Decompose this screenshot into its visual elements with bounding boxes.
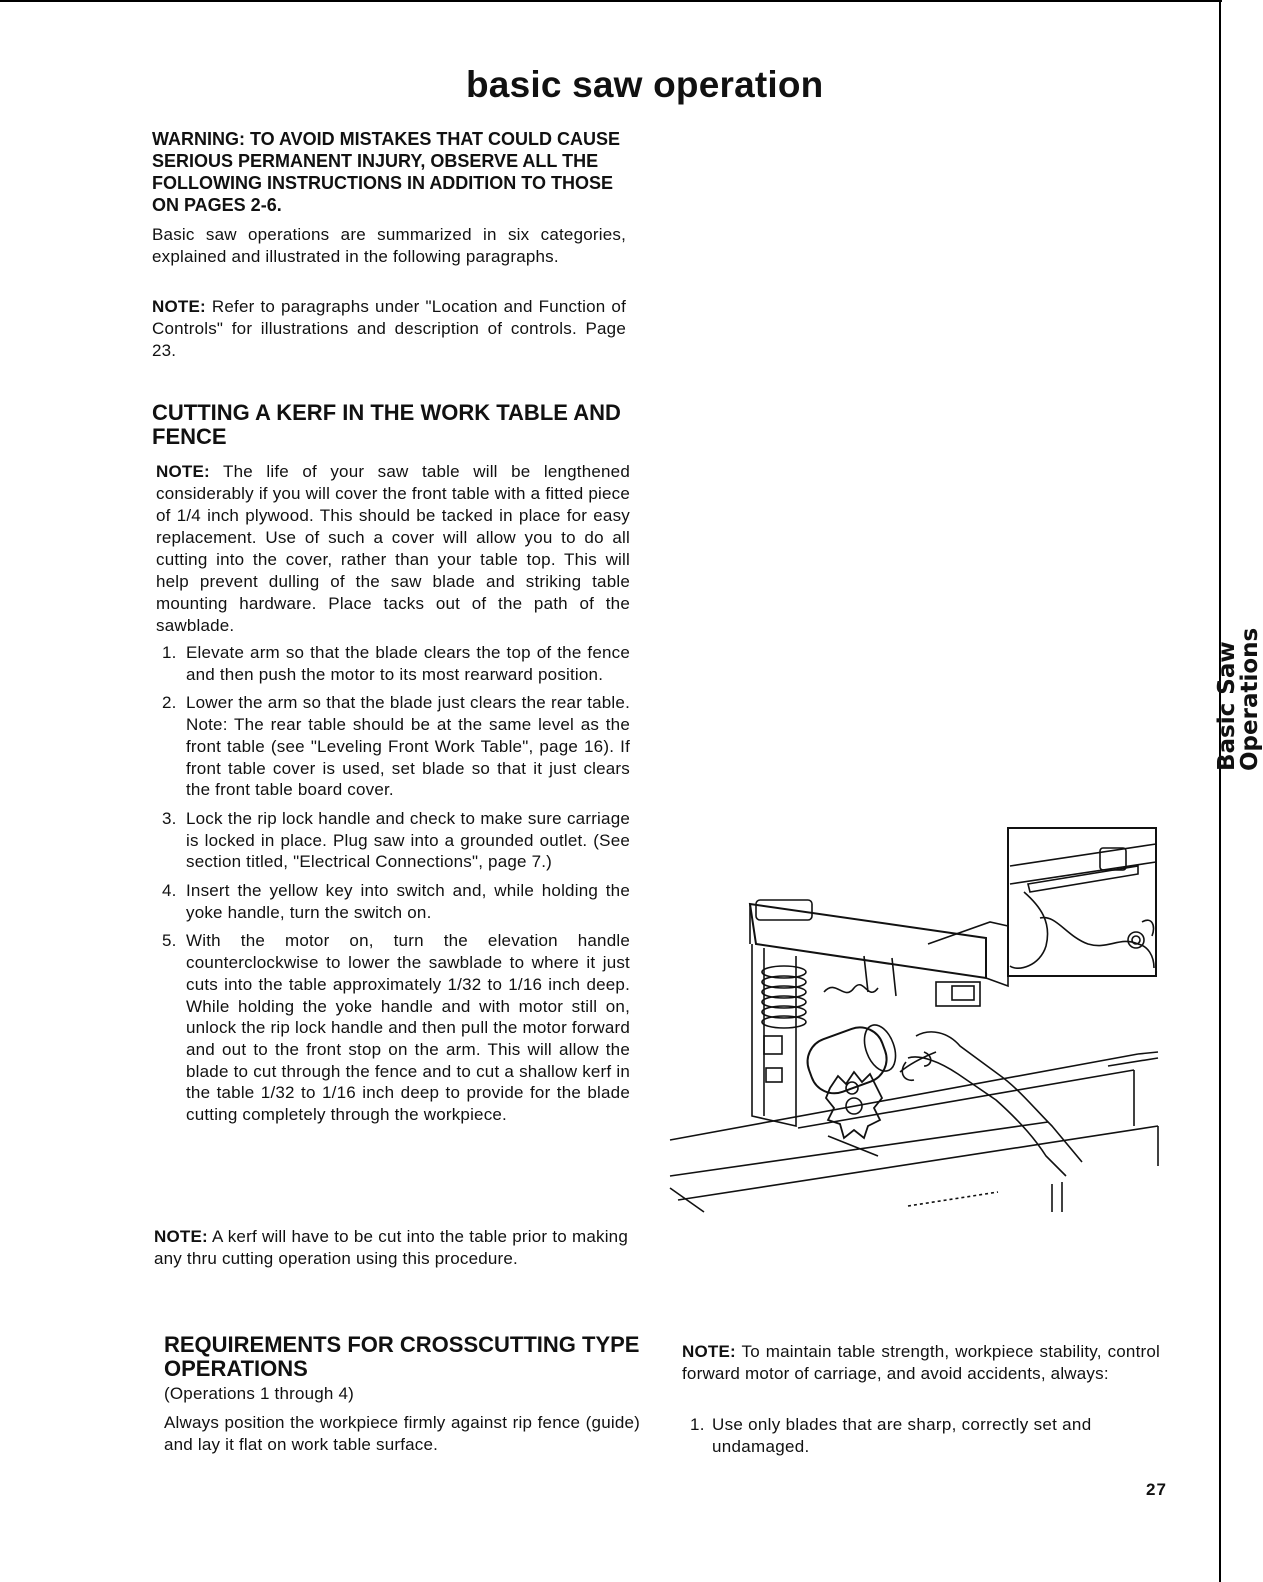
page-number: 27 [1146,1480,1167,1499]
intro-note [152,296,626,362]
list-item [160,880,630,923]
item-number: 1. [690,1415,705,1434]
kerf-note [156,461,630,637]
step-number: 5. [162,931,177,951]
list-item [160,692,630,801]
item-text: Use only blades that are sharp, correctly set and undamaged. [712,1415,1092,1456]
right-list [684,1414,1160,1457]
crosscut-section-heading: REQUIREMENTS FOR CROSSCUTTING TYPE OPERATIONS [164,1332,640,1381]
step-number: 2. [162,693,177,713]
inset-detail-box [1008,828,1156,976]
crosscut-text: Always position the workpiece firmly against rip fence (guide) and lay it flat on work table surface. [164,1413,640,1454]
step-number: 3. [162,808,177,828]
kerf-note-text: The life of your saw table will be lengthened considerably if you will cover the front table with a fitted piece of 1/4 inch plywood. This should be tacked in place for easy replacement. Use of such a cover will allow you to do all cutting into the cover, rather than your table top. This will help prevent dulling of the saw blade and striking table mounting hardware. Place tacks out of the path of the sawblade. [156,462,630,635]
step-number: 1. [162,643,177,662]
step-text: Insert the yellow key into switch and, while holding the yoke handle, turn the switch on. [186,881,630,922]
right-note-label: NOTE: [682,1342,736,1361]
step-text: Lower the arm so that the blade just clears the rear table. Note: The rear table should be at the same level as the front table (see "Leveling Front Work Table", page 16). If front table cover is used, set blade so that it just clears the front table board cover. [186,693,630,800]
kerf-note-label: NOTE: [156,462,210,481]
work-table [670,1052,1158,1212]
right-border-line [1219,0,1221,1582]
operator-arm [900,1032,1082,1176]
kerf-closing-note-text: A kerf will have to be cut into the table prior to making any thru cutting operation using this procedure. [154,1227,628,1268]
list-item [684,1414,1160,1457]
side-tab-line2: Operations [1237,627,1263,771]
radial-arm-saw-illustration [668,826,1160,1218]
list-item [160,642,630,685]
section-side-tab [1166,627,1263,776]
kerf-closing-note-label: NOTE: [154,1227,208,1246]
crosscut-subheading: (Operations 1 through 4) [164,1384,355,1403]
kerf-section-heading: CUTTING A KERF IN THE WORK TABLE AND FENCE [152,400,621,449]
kerf-steps-list [160,642,630,1133]
saw-motor [801,1021,902,1100]
step-text: Lock the rip lock handle and check to make sure carriage is locked in place. Plug saw into a grounded outlet. (See section titled, "Electrical Connections", page 7.) [186,808,630,872]
page-title: basic saw operation [466,64,824,105]
intro-summary: Basic saw operations are summarized in six categories, explained and illustrated in the following paragraphs. [152,225,626,266]
saw-column [752,944,796,1126]
list-item [160,930,630,1125]
side-tab-text [1216,628,1262,771]
intro-note-label: NOTE: [152,297,206,316]
top-border-line [0,0,1222,2]
elevation-bellows [762,966,806,1028]
step-number: 4. [162,881,177,901]
saw-arm [750,900,1008,1006]
right-note [682,1341,1160,1385]
intro-note-text: Refer to paragraphs under "Location and Function of Controls" for illustrations and description of controls. Page 23. [152,297,626,360]
step-text: Elevate arm so that the blade clears the top of the fence and then push the motor to its most rearward position. [186,643,630,684]
step-text: With the motor on, turn the elevation handle counterclockwise to lower the sawblade to where it just cuts into the table approximately 1/32 to 1/16 inch deep. While holding the yoke handle and with motor still on, unlock the rip lock handle and then pull the motor forward and out to the front stop on the arm. This will allow the blade to cut through the fence and to cut a shallow kerf in the table 1/32 to 1/16 inch deep to provide for the blade cutting completely through the workpiece. [186,931,630,1125]
right-note-text: To maintain table strength, workpiece stability, control forward motor of carriage, and avoid accidents, always: [682,1342,1160,1383]
list-item [160,808,630,873]
warning-text: WARNING: TO AVOID MISTAKES THAT COULD CAUSE SERIOUS PERMANENT INJURY, OBSERVE ALL THE FOLLOWING INSTRUCTIONS IN ADDITION TO THOSE ON PAGES 2-6. [152,129,620,215]
power-cord [824,985,878,993]
kerf-closing-note [154,1226,628,1270]
side-tab-line1: Basic Saw [1214,641,1240,771]
